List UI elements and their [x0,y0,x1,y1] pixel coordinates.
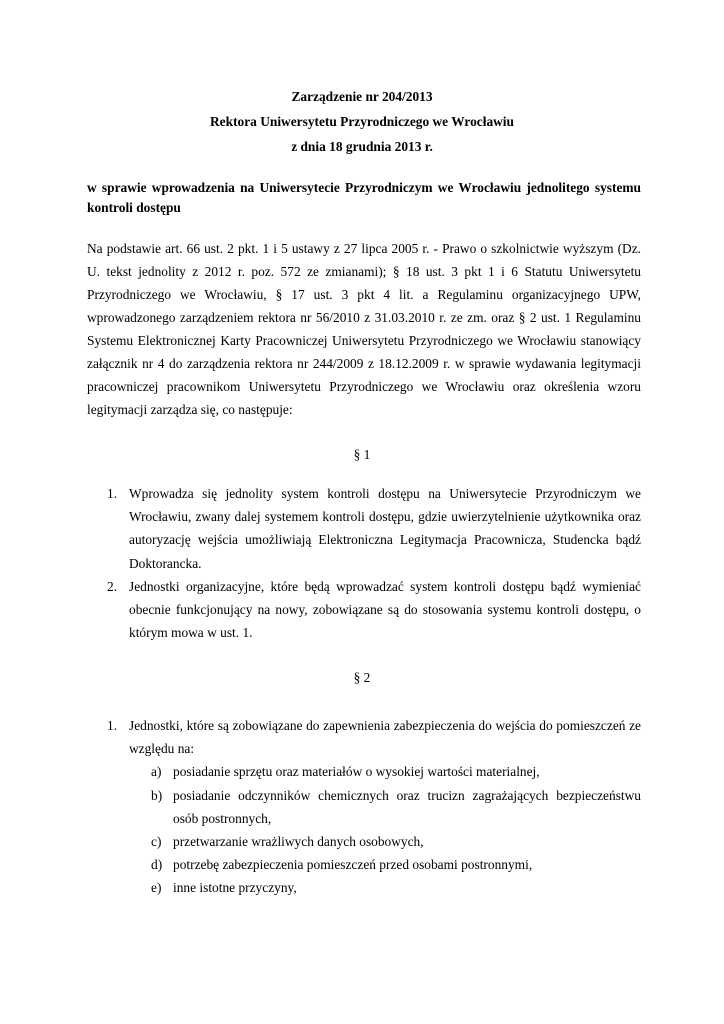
sub-list-item [129,876,641,899]
section-1-list [87,482,641,644]
document-date: z dnia 18 grudnia 2013 r. [291,139,433,154]
sub-item-letter: b) [151,787,163,803]
document-title: Zarządzenie nr 204/2013 [291,89,433,104]
preamble-paragraph: Na podstawie art. 66 ust. 2 pkt. 1 i 5 ustawy z 27 lipca 2005 r. - Prawo o szkolnictwie wyższym (Dz. U. tekst jednolity z 2012 r. poz. 572 ze zmianami); § 18 ust. 3 pkt 1 i 6 Statutu Uniwersytetu Przyrodniczego we Wrocławiu, § 17 ust. 3 pkt 4 lit. a Regulaminu organizacyjnego UPW, wprowadzonego zarządzeniem rektora nr 56/2010 z 31.03.2010 r. ze zm. oraz § 2 ust. 1 Regulaminu Systemu Elektronicznej Karty Pracowniczej Uniwersytetu Przyrodniczego we Wrocławiu stanowiący załącznik nr 4 do zarządzenia rektora nr 244/2009 z 18.12.2009 r. w sprawie wydawania legitymacji pracowniczej pracownikom Uniwersytetu Przyrodniczego we Wrocławiu oraz określenia wzoru legitymacji zarządza się, co następuje: [87,241,641,417]
sub-list-item [129,853,641,876]
sub-item-letter: d) [151,857,163,873]
sub-item-text: posiadanie odczynników chemicznych oraz trucizn zagrażających bezpieczeństwu osób postronnych, [173,787,641,826]
sub-item-text: inne istotne przyczyny, [173,880,297,896]
item-number: 2. [107,578,118,594]
item-number: 1. [107,486,118,501]
section-1-item [87,575,641,645]
sub-list-item [129,784,641,830]
sub-item-text: potrzebę zabezpieczenia pomieszczeń przed osobami postronnymi, [173,857,533,873]
section-2-list [87,714,641,900]
section-2-item [87,714,641,900]
sub-list-item [129,830,641,853]
sub-item-text: posiadanie sprzętu oraz materiałów o wysokiej wartości materialnej, [173,764,540,780]
sub-list-item [129,760,641,783]
sub-list [129,760,641,899]
sub-item-text: przetwarzanie wrażliwych danych osobowych, [173,834,424,850]
sub-item-letter: c) [151,834,162,850]
item-text: Jednostki organizacyjne, które będą wprowadzać system kontroli dostępu bądź wymieniać obecnie funkcjonujący na nowy, zobowiązane są do stosowania systemu kontroli dostępu, o którym mowa w ust. 1. [129,578,641,641]
section-1-item [87,482,641,575]
item-text: Jednostki, które są zobowiązane do zapewnienia zabezpieczenia do wejścia do pomieszczeń ze względu na: [129,718,641,757]
item-text: Wprowadza się jednolity system kontroli dostępu na Uniwersytecie Przyrodniczym we Wrocławiu, zwany dalej systemem kontroli dostępu, gdzie uwierzytelnienie użytkownika oraz autoryzację wejścia umożliwiają Elektroniczna Legitymacja Pracownicza, Studencka bądź Doktorancka. [129,486,641,571]
sub-item-letter: e) [151,880,162,896]
section-2-mark: § 2 [353,670,371,685]
section-1-mark: § 1 [353,447,371,462]
item-number: 1. [107,718,118,733]
sub-item-letter: a) [151,764,162,780]
document-issuer: Rektora Uniwersytetu Przyrodniczego we Wrocławiu [210,114,514,129]
document-subject: w sprawie wprowadzenia na Uniwersytecie Przyrodniczym we Wrocławiu jednolitego systemu kontroli dostępu [87,180,641,215]
